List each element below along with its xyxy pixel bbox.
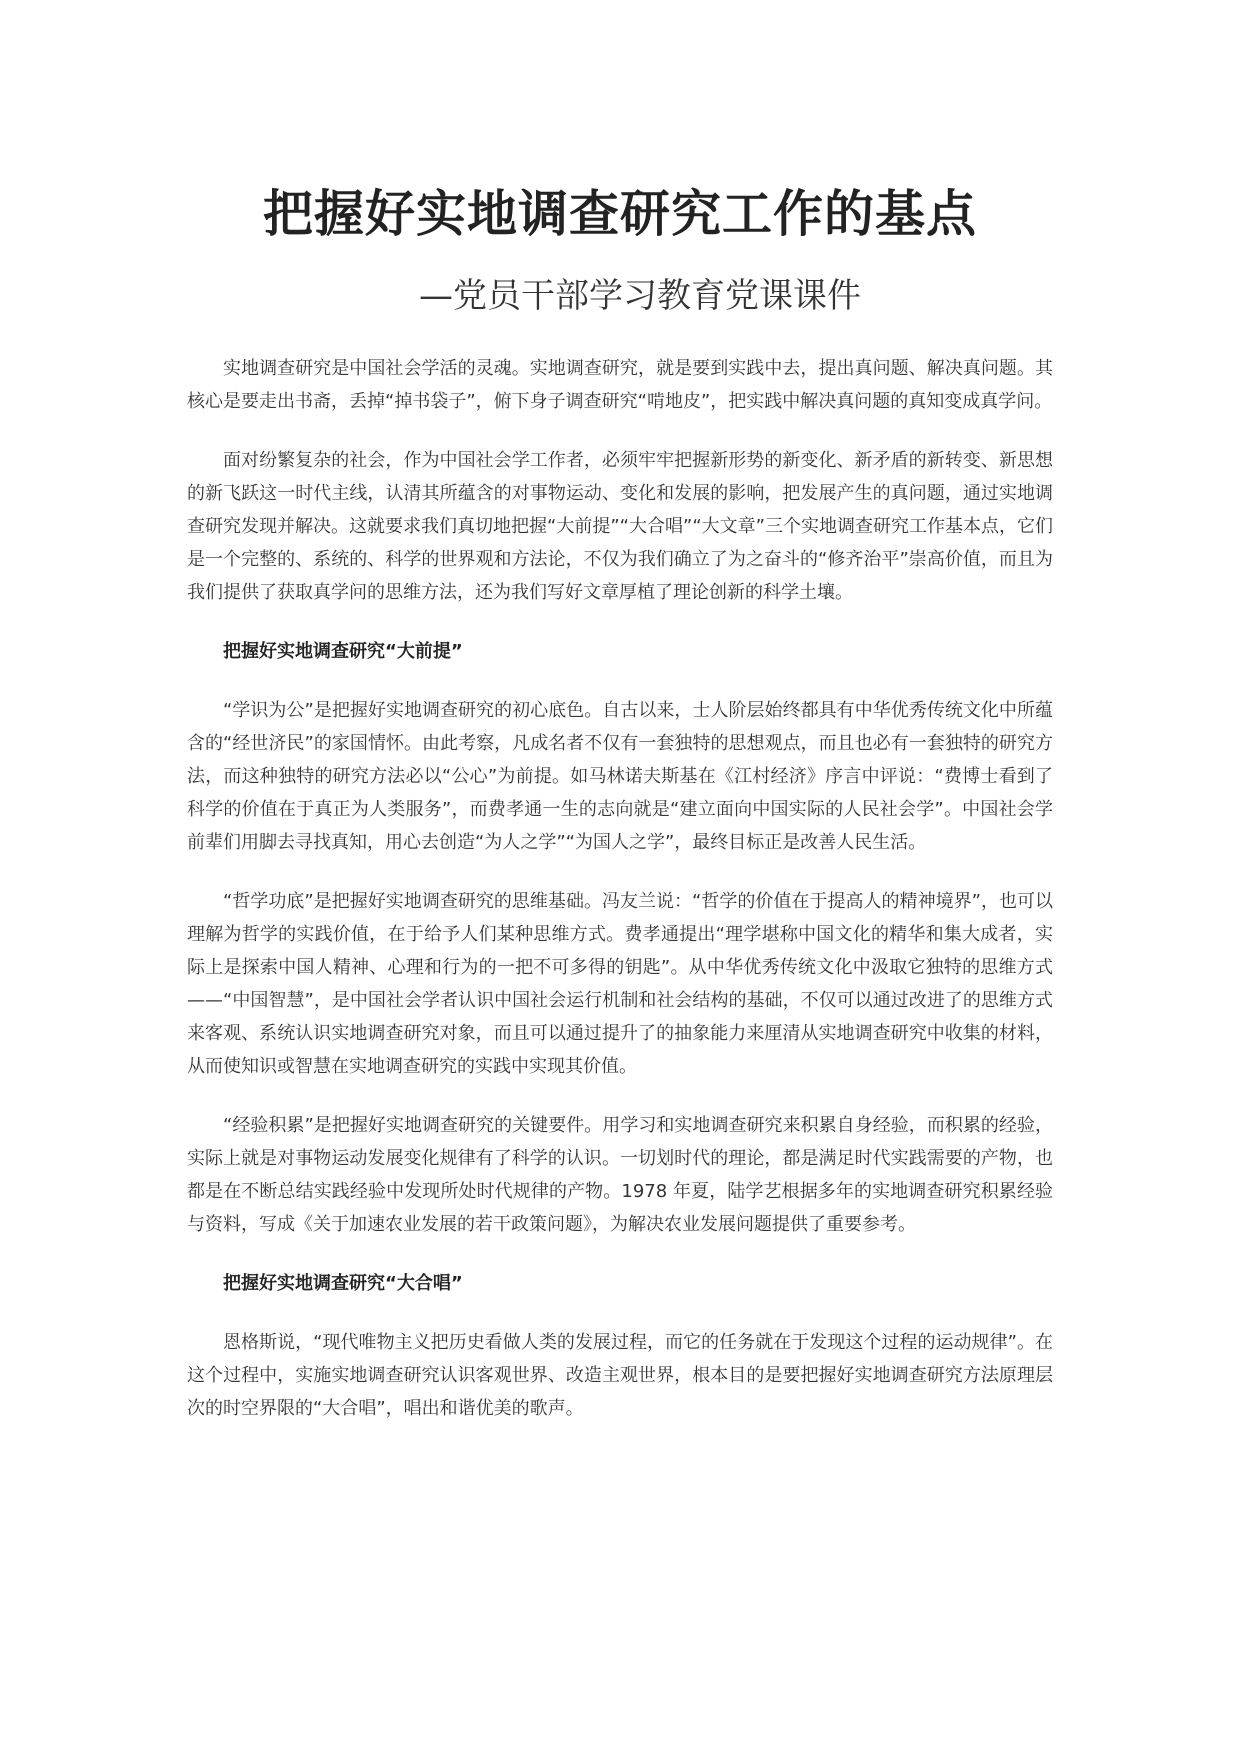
intro-paragraph: 实地调查研究是中国社会学活的灵魂。实地调查研究，就是要到实践中去，提出真问题、解决真问题。其核心是要走出书斋，丢掉“掉书袋子”，俯下身子调查研究“啃地皮”，把实践中解决真问题的真知变成真学问。 [187,358,1053,412]
section-heading: 把握好实地调查研究“大合唱” [223,1273,463,1294]
section-heading: 把握好实地调查研究“大前提” [223,641,463,662]
document-body [187,352,1053,1451]
document-subtitle: —党员干部学习教育党课课件 [419,276,861,316]
section-paragraph: “哲学功底”是把握好实地调查研究的思维基础。冯友兰说：“哲学的价值在于提高人的精神境界”，也可以理解为哲学的实践价值，在于给予人们某种思维方式。费孝通提出“理学堪称中国文化的精华和集大成者，实际上是探索中国人精神、心理和行为的一把不可多得的钥匙”。从中华优秀传统文化中汲取它独特的思维方式——“中国智慧”，是中国社会学者认识中国社会运行机制和社会结构的基础，不仅可以通过改进了的思维方式来客观、系统认识实地调查研究对象，而且可以通过提升了的抽象能力来厘清从实地调查研究中收集的材料，从而使知识或智慧在实地调查研究的实践中实现其价值。 [187,891,1053,1077]
section-paragraph: “经验积累”是把握好实地调查研究的关键要件。用学习和实地调查研究来积累自身经验，而积累的经验，实际上就是对事物运动发展变化规律有了科学的认识。一切划时代的理论，都是满足时代实践需要的产物，也都是在不断总结实践经验中发现所处时代规律的产物。1978 年夏，陆学艺根据多年的实地调查研究积累经验与资料，写成《关于加速农业发展的若干政策问题》，为解决农业发展问题提供了重要参考。 [187,1115,1053,1235]
document-title: 把握好实地调查研究工作的基点 [263,185,977,243]
section-paragraph: “学识为公”是把握好实地调查研究的初心底色。自古以来，士人阶层始终都具有中华优秀传统文化中所蕴含的“经世济民”的家国情怀。由此考察，凡成名者不仅有一套独特的思想观点，而且也必有一套独特的研究方法，而这种独特的研究方法必以“公心”为前提。如马林诺夫斯基在《江村经济》序言中评说：“费博士看到了科学的价值在于真正为人类服务”，而费孝通一生的志向就是“建立面向中国实际的人民社会学”。中国社会学前辈们用脚去寻找真知，用心去创造“为人之学”“为国人之学”，最终目标正是改善人民生活。 [187,700,1053,853]
intro-paragraph: 面对纷繁复杂的社会，作为中国社会学工作者，必须牢牢把握新形势的新变化、新矛盾的新转变、新思想的新飞跃这一时代主线，认清其所蕴含的对事物运动、变化和发展的影响，把发展产生的真问题，通过实地调查研究发现并解决。这就要求我们真切地把握“大前提”“大合唱”“大文章”三个实地调查研究工作基本点，它们是一个完整的、系统的、科学的世界观和方法论，不仅为我们确立了为之奋斗的“修齐治平”崇高价值，而且为我们提供了获取真学问的思维方法，还为我们写好文章厚植了理论创新的科学土壤。 [187,450,1053,603]
section-paragraph: 恩格斯说，“现代唯物主义把历史看做人类的发展过程，而它的任务就在于发现这个过程的运动规律”。在这个过程中，实施实地调查研究认识客观世界、改造主观世界，根本目的是要把握好实地调查研究方法原理层次的时空界限的“大合唱”，唱出和谐优美的歌声。 [187,1332,1053,1419]
